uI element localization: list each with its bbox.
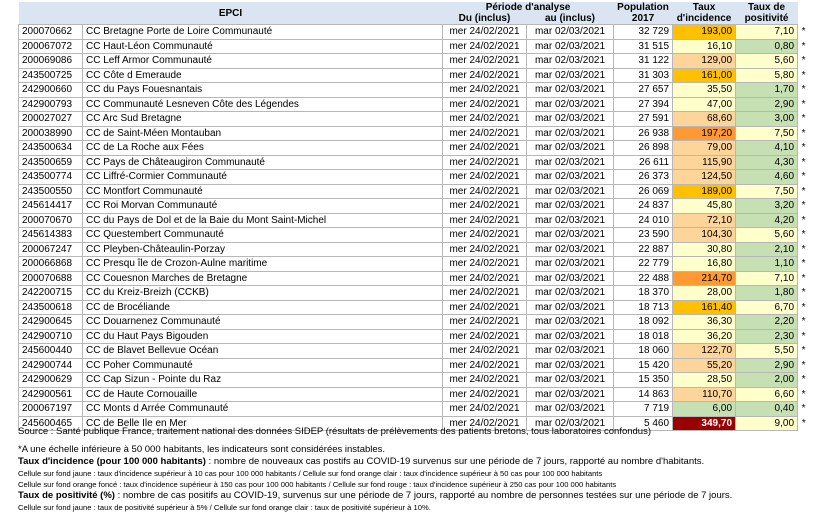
- incidence-legend-1: Cellule sur fond jaune : taux d'incidence supérieur à 10 cas pour 100 000 habitants / Cellule sur fond orange clair : taux d'incidence supérieur à 50 cas pour 100 000 habitants: [18, 469, 603, 478]
- row-positivite: 1,70: [736, 83, 798, 98]
- row-positivite: 0,40: [736, 402, 798, 417]
- row-code: 200069086: [19, 54, 83, 69]
- row-population: 26 898: [614, 141, 673, 156]
- row-code: 243500774: [19, 170, 83, 185]
- row-population: 7 719: [614, 402, 673, 417]
- row-code: 200070688: [19, 271, 83, 286]
- row-positivite: 2,90: [736, 358, 798, 373]
- epci-table: [18, 2, 810, 431]
- row-name: CC de Brocéliande: [83, 300, 443, 315]
- row-population: 26 938: [614, 126, 673, 141]
- row-star: *: [801, 127, 806, 139]
- row-positivite: 4,20: [736, 213, 798, 228]
- table-row: [19, 141, 810, 156]
- row-date-au: mar 02/03/2021: [527, 416, 614, 431]
- row-date-du: mer 24/02/2021: [443, 39, 527, 54]
- row-date-au: mar 02/03/2021: [527, 155, 614, 170]
- row-name: CC du Pays Fouesnantais: [83, 83, 443, 98]
- header-taux-incidence: Taux: [673, 2, 736, 13]
- row-star: *: [801, 113, 806, 125]
- table-row: [19, 228, 810, 243]
- row-star: *: [801, 316, 806, 328]
- row-date-du: mer 24/02/2021: [443, 315, 527, 330]
- row-star: *: [801, 258, 806, 270]
- row-name: CC Pays de Châteaugiron Communauté: [83, 155, 443, 170]
- row-population: 24 837: [614, 199, 673, 214]
- table-row: [19, 68, 810, 83]
- row-population: 31 303: [614, 68, 673, 83]
- row-date-au: mar 02/03/2021: [527, 199, 614, 214]
- row-name: CC de Belle Ile en Mer: [83, 416, 443, 431]
- table-row: [19, 271, 810, 286]
- row-code: 200038990: [19, 126, 83, 141]
- row-incidence: 28,50: [673, 373, 736, 388]
- row-star: *: [801, 26, 806, 38]
- row-positivite: 7,50: [736, 184, 798, 199]
- row-positivite: 5,60: [736, 228, 798, 243]
- row-date-du: mer 24/02/2021: [443, 199, 527, 214]
- row-population: 18 060: [614, 344, 673, 359]
- header-positivite: positivité: [736, 13, 798, 25]
- row-incidence: 55,20: [673, 358, 736, 373]
- row-date-au: mar 02/03/2021: [527, 286, 614, 301]
- row-incidence: 161,40: [673, 300, 736, 315]
- row-population: 14 863: [614, 387, 673, 402]
- row-date-au: mar 02/03/2021: [527, 315, 614, 330]
- row-incidence: 189,00: [673, 184, 736, 199]
- row-date-du: mer 24/02/2021: [443, 373, 527, 388]
- row-date-au: mar 02/03/2021: [527, 402, 614, 417]
- row-positivite: 4,60: [736, 170, 798, 185]
- row-positivite: 2,10: [736, 242, 798, 257]
- table-row: [19, 39, 810, 54]
- row-population: 26 373: [614, 170, 673, 185]
- row-star: *: [801, 243, 806, 255]
- table-row: [19, 155, 810, 170]
- row-star: *: [801, 403, 806, 415]
- row-date-au: mar 02/03/2021: [527, 300, 614, 315]
- table-row: [19, 97, 810, 112]
- header-du: Du (inclus): [443, 13, 527, 25]
- row-incidence: 72,10: [673, 213, 736, 228]
- row-star: *: [801, 156, 806, 168]
- row-star: *: [801, 214, 806, 226]
- row-date-du: mer 24/02/2021: [443, 112, 527, 127]
- row-positivite: 6,70: [736, 300, 798, 315]
- row-name: CC Arc Sud Bretagne: [83, 112, 443, 127]
- row-population: 18 018: [614, 329, 673, 344]
- row-positivite: 3,00: [736, 112, 798, 127]
- row-date-au: mar 02/03/2021: [527, 112, 614, 127]
- table-row: [19, 315, 810, 330]
- row-incidence: 36,30: [673, 315, 736, 330]
- row-population: 27 591: [614, 112, 673, 127]
- row-code: 243500634: [19, 141, 83, 156]
- incidence-definition: [18, 456, 808, 468]
- row-population: 15 350: [614, 373, 673, 388]
- row-positivite: 1,80: [736, 286, 798, 301]
- row-date-au: mar 02/03/2021: [527, 213, 614, 228]
- row-star: *: [801, 98, 806, 110]
- row-date-au: mar 02/03/2021: [527, 358, 614, 373]
- row-positivite: 2,90: [736, 97, 798, 112]
- row-name: CC Leff Armor Communauté: [83, 54, 443, 69]
- table-row: [19, 112, 810, 127]
- row-name: CC Côte d Emeraude: [83, 68, 443, 83]
- positivite-definition: [18, 490, 808, 502]
- row-code: 200067197: [19, 402, 83, 417]
- row-incidence: 16,10: [673, 39, 736, 54]
- row-population: 31 515: [614, 39, 673, 54]
- row-star: *: [801, 40, 806, 52]
- row-positivite: 4,30: [736, 155, 798, 170]
- header-population: Population: [614, 2, 673, 13]
- row-code: 200067072: [19, 39, 83, 54]
- row-date-du: mer 24/02/2021: [443, 25, 527, 40]
- incidence-text: : nombre de nouveaux cas postifs au COVID-19 survenus sur une période de 7 jours, rapporté au nombre d'habitants.: [205, 456, 705, 467]
- row-date-du: mer 24/02/2021: [443, 416, 527, 431]
- table-row: [19, 286, 810, 301]
- row-date-du: mer 24/02/2021: [443, 387, 527, 402]
- row-code: 242900645: [19, 315, 83, 330]
- row-star: *: [801, 388, 806, 400]
- positivite-text: : nombre de cas positifs au COVID-19, survenus sur une période de 7 jours, rapporté au nombre de personnes testées sur une période de 7 jours.: [114, 490, 733, 501]
- row-positivite: 1,10: [736, 257, 798, 272]
- row-incidence: 6,00: [673, 402, 736, 417]
- row-code: 242900660: [19, 83, 83, 98]
- row-population: 15 420: [614, 358, 673, 373]
- row-date-au: mar 02/03/2021: [527, 126, 614, 141]
- positivite-legend: Cellule sur fond jaune : taux de positivité supérieur à 5% / Cellule sur fond orange clair : taux de positivité supérieur à 10%.: [18, 503, 431, 512]
- row-star: *: [801, 84, 806, 96]
- row-date-au: mar 02/03/2021: [527, 25, 614, 40]
- row-incidence: 47,00: [673, 97, 736, 112]
- row-code: 200067247: [19, 242, 83, 257]
- row-name: CC Questembert Communauté: [83, 228, 443, 243]
- table-row: [19, 358, 810, 373]
- row-incidence: 349,70: [673, 416, 736, 431]
- table-row: [19, 300, 810, 315]
- row-incidence: 68,60: [673, 112, 736, 127]
- row-incidence: 193,00: [673, 25, 736, 40]
- row-date-du: mer 24/02/2021: [443, 228, 527, 243]
- table-row: [19, 387, 810, 402]
- table-body: [19, 25, 810, 431]
- row-date-du: mer 24/02/2021: [443, 300, 527, 315]
- row-name: CC Cap Sizun - Pointe du Raz: [83, 373, 443, 388]
- row-population: 23 590: [614, 228, 673, 243]
- row-star: *: [801, 359, 806, 371]
- row-positivite: 2,30: [736, 329, 798, 344]
- row-incidence: 36,20: [673, 329, 736, 344]
- incidence-legend-2: Cellule sur fond orange foncé : taux d'incidence supérieur à 150 cas pour 100 000 habitants / Cellule sur fond rouge : taux d'incidence supérieur à 250 cas pour 100 000 habitants: [18, 480, 617, 489]
- row-star: *: [801, 55, 806, 67]
- row-star: *: [801, 69, 806, 81]
- row-incidence: 30,80: [673, 242, 736, 257]
- row-name: CC de Saint-Méen Montauban: [83, 126, 443, 141]
- row-date-au: mar 02/03/2021: [527, 39, 614, 54]
- row-code: 242200715: [19, 286, 83, 301]
- table-row: [19, 184, 810, 199]
- row-date-au: mar 02/03/2021: [527, 141, 614, 156]
- row-positivite: 9,00: [736, 416, 798, 431]
- row-star: *: [801, 417, 806, 429]
- row-code: 243500659: [19, 155, 83, 170]
- row-population: 31 122: [614, 54, 673, 69]
- table-row: [19, 83, 810, 98]
- row-code: 242900710: [19, 329, 83, 344]
- row-population: 18 092: [614, 315, 673, 330]
- row-name: CC du Haut Pays Bigouden: [83, 329, 443, 344]
- row-positivite: 7,10: [736, 271, 798, 286]
- row-population: 26 069: [614, 184, 673, 199]
- row-name: CC de Haute Cornouaille: [83, 387, 443, 402]
- row-code: 245614383: [19, 228, 83, 243]
- row-code: 242900744: [19, 358, 83, 373]
- row-population: 27 657: [614, 83, 673, 98]
- row-positivite: 3,20: [736, 199, 798, 214]
- row-date-au: mar 02/03/2021: [527, 271, 614, 286]
- table-row: [19, 242, 810, 257]
- row-name: CC Communauté Lesneven Côte des Légendes: [83, 97, 443, 112]
- row-positivite: 5,60: [736, 54, 798, 69]
- row-code: 245600465: [19, 416, 83, 431]
- row-incidence: 122,70: [673, 344, 736, 359]
- row-date-du: mer 24/02/2021: [443, 97, 527, 112]
- positivite-label: Taux de positivité (%): [18, 490, 115, 501]
- row-positivite: 2,00: [736, 373, 798, 388]
- row-star: *: [801, 272, 806, 284]
- row-date-au: mar 02/03/2021: [527, 373, 614, 388]
- row-date-du: mer 24/02/2021: [443, 184, 527, 199]
- row-date-du: mer 24/02/2021: [443, 329, 527, 344]
- row-date-du: mer 24/02/2021: [443, 126, 527, 141]
- row-date-du: mer 24/02/2021: [443, 271, 527, 286]
- incidence-label: Taux d'incidence (pour 100 000 habitants): [18, 456, 206, 467]
- row-date-au: mar 02/03/2021: [527, 170, 614, 185]
- header-epci: EPCI: [19, 2, 443, 25]
- row-incidence: 45,80: [673, 199, 736, 214]
- row-date-au: mar 02/03/2021: [527, 344, 614, 359]
- row-positivite: 6,60: [736, 387, 798, 402]
- row-date-du: mer 24/02/2021: [443, 83, 527, 98]
- row-population: 22 887: [614, 242, 673, 257]
- table-row: [19, 329, 810, 344]
- row-positivite: 2,20: [736, 315, 798, 330]
- row-name: CC Roi Morvan Communauté: [83, 199, 443, 214]
- row-star: *: [801, 171, 806, 183]
- row-incidence: 124,50: [673, 170, 736, 185]
- header-periode: Période d'analyse: [443, 2, 614, 13]
- row-population: 18 713: [614, 300, 673, 315]
- row-incidence: 16,80: [673, 257, 736, 272]
- table-row: [19, 199, 810, 214]
- row-name: CC Douarnenez Communauté: [83, 315, 443, 330]
- row-date-du: mer 24/02/2021: [443, 170, 527, 185]
- row-date-au: mar 02/03/2021: [527, 242, 614, 257]
- row-code: 243500618: [19, 300, 83, 315]
- row-population: 27 394: [614, 97, 673, 112]
- table-header: [19, 2, 810, 25]
- row-code: 245614417: [19, 199, 83, 214]
- row-population: 26 611: [614, 155, 673, 170]
- row-star: *: [801, 345, 806, 357]
- row-code: 200027027: [19, 112, 83, 127]
- row-star: *: [801, 200, 806, 212]
- row-incidence: 161,00: [673, 68, 736, 83]
- row-code: 242900793: [19, 97, 83, 112]
- row-code: 242900561: [19, 387, 83, 402]
- row-date-du: mer 24/02/2021: [443, 242, 527, 257]
- source-note: Source : Santé publique France, traitement national des données SIDEP (résultats de prélèvements des patients bretons, tous laboratoires confondus): [18, 426, 652, 437]
- row-code: 200070662: [19, 25, 83, 40]
- row-star: *: [801, 374, 806, 386]
- row-positivite: 7,50: [736, 126, 798, 141]
- star-note: *A une échelle inférieure à 50 000 habitants, les indicateurs sont considérées instables.: [18, 444, 386, 455]
- row-date-du: mer 24/02/2021: [443, 54, 527, 69]
- row-date-du: mer 24/02/2021: [443, 402, 527, 417]
- row-population: 22 488: [614, 271, 673, 286]
- row-name: CC Presqu île de Crozon-Aulne maritime: [83, 257, 443, 272]
- row-incidence: 28,00: [673, 286, 736, 301]
- row-incidence: 214,70: [673, 271, 736, 286]
- row-date-du: mer 24/02/2021: [443, 68, 527, 83]
- row-date-au: mar 02/03/2021: [527, 257, 614, 272]
- table-row: [19, 344, 810, 359]
- header-au: au (inclus): [527, 13, 614, 25]
- notes: [18, 426, 808, 513]
- table-row: [19, 402, 810, 417]
- row-star: *: [801, 301, 806, 313]
- row-code: 242900629: [19, 373, 83, 388]
- row-code: 245600440: [19, 344, 83, 359]
- row-name: CC Liffré-Cormier Communauté: [83, 170, 443, 185]
- row-date-du: mer 24/02/2021: [443, 257, 527, 272]
- row-positivite: 4,10: [736, 141, 798, 156]
- row-date-du: mer 24/02/2021: [443, 344, 527, 359]
- row-name: CC Monts d Arrée Communauté: [83, 402, 443, 417]
- table-row: [19, 213, 810, 228]
- row-code: 200066868: [19, 257, 83, 272]
- row-population: 22 779: [614, 257, 673, 272]
- row-name: CC Couesnon Marches de Bretagne: [83, 271, 443, 286]
- row-positivite: 5,80: [736, 68, 798, 83]
- row-name: CC Haut-Léon Communauté: [83, 39, 443, 54]
- table-row: [19, 126, 810, 141]
- row-date-au: mar 02/03/2021: [527, 83, 614, 98]
- row-code: 200070670: [19, 213, 83, 228]
- row-name: CC Bretagne Porte de Loire Communauté: [83, 25, 443, 40]
- row-name: CC Pleyben-Châteaulin-Porzay: [83, 242, 443, 257]
- row-name: CC du Kreiz-Breizh (CCKB): [83, 286, 443, 301]
- row-date-du: mer 24/02/2021: [443, 358, 527, 373]
- row-population: 5 460: [614, 416, 673, 431]
- row-incidence: 129,00: [673, 54, 736, 69]
- row-date-au: mar 02/03/2021: [527, 228, 614, 243]
- table-row: [19, 257, 810, 272]
- row-date-au: mar 02/03/2021: [527, 329, 614, 344]
- row-incidence: 115,90: [673, 155, 736, 170]
- row-positivite: 0,80: [736, 39, 798, 54]
- row-date-au: mar 02/03/2021: [527, 97, 614, 112]
- row-date-au: mar 02/03/2021: [527, 68, 614, 83]
- row-incidence: 104,30: [673, 228, 736, 243]
- row-star: *: [801, 287, 806, 299]
- row-incidence: 197,20: [673, 126, 736, 141]
- row-population: 18 370: [614, 286, 673, 301]
- row-star: *: [801, 185, 806, 197]
- row-name: CC du Pays de Dol et de la Baie du Mont Saint-Michel: [83, 213, 443, 228]
- row-star: *: [801, 229, 806, 241]
- header-population-year: 2017: [614, 13, 673, 25]
- table-row: [19, 54, 810, 69]
- table-row: [19, 373, 810, 388]
- header-taux-positivite: Taux de: [736, 2, 798, 13]
- row-population: 32 729: [614, 25, 673, 40]
- row-date-au: mar 02/03/2021: [527, 387, 614, 402]
- row-population: 24 010: [614, 213, 673, 228]
- row-name: CC de Blavet Bellevue Océan: [83, 344, 443, 359]
- row-incidence: 35,50: [673, 83, 736, 98]
- row-incidence: 110,70: [673, 387, 736, 402]
- row-date-au: mar 02/03/2021: [527, 54, 614, 69]
- row-star: *: [801, 142, 806, 154]
- row-name: CC de La Roche aux Fées: [83, 141, 443, 156]
- row-date-au: mar 02/03/2021: [527, 184, 614, 199]
- row-positivite: 7,10: [736, 25, 798, 40]
- row-name: CC Montfort Communauté: [83, 184, 443, 199]
- row-date-du: mer 24/02/2021: [443, 155, 527, 170]
- row-code: 243500550: [19, 184, 83, 199]
- row-name: CC Poher Communauté: [83, 358, 443, 373]
- row-positivite: 5,50: [736, 344, 798, 359]
- row-star: *: [801, 330, 806, 342]
- row-date-du: mer 24/02/2021: [443, 286, 527, 301]
- row-code: 243500725: [19, 68, 83, 83]
- row-incidence: 79,00: [673, 141, 736, 156]
- table-row: [19, 170, 810, 185]
- header-incidence: d'incidence: [673, 13, 736, 25]
- table-row: [19, 25, 810, 40]
- row-date-du: mer 24/02/2021: [443, 213, 527, 228]
- row-date-du: mer 24/02/2021: [443, 141, 527, 156]
